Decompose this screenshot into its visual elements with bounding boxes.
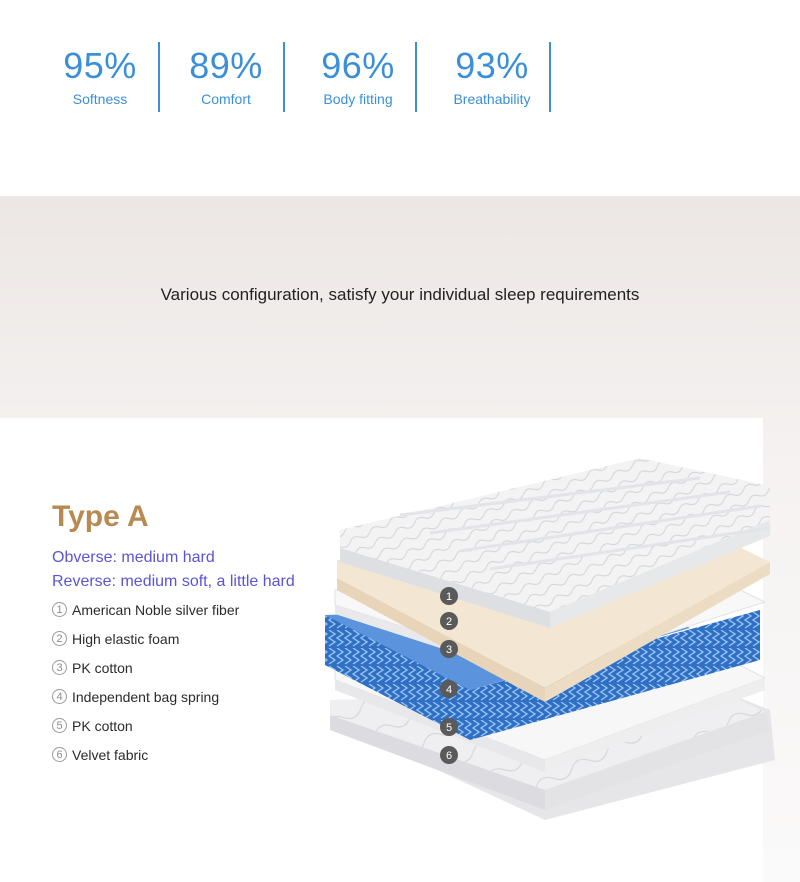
layer-label: Independent bag spring [72,688,220,705]
stat-label: Comfort [201,91,251,107]
list-item [52,624,239,653]
badge-number: 3 [445,644,453,656]
stat-breathability [442,46,542,108]
stat-divider [283,42,285,112]
layer-label: High elastic foam [72,630,180,647]
badge-icon [440,587,458,605]
list-item [52,595,239,624]
badge-number: 6 [445,750,453,762]
badge-number: 1 [445,591,453,603]
stat-value: 95% [63,45,137,86]
circled-number-icon: 2 [52,631,67,646]
list-item [52,711,239,740]
stat-label: Body fitting [323,91,393,107]
stats-row [0,0,800,150]
stat-comfort [184,46,268,108]
obverse-text: Obverse: medium hard [52,549,215,566]
reverse-text: Reverse: medium soft, a little hard [52,573,295,590]
circled-number-icon: 3 [52,660,67,675]
stat-divider [415,42,417,112]
layer-label: PK cotton [72,717,133,734]
layer-label: Velvet fabric [72,746,149,763]
stat-divider [158,42,160,112]
stat-value: 89% [189,45,263,86]
stat-label: Breathability [453,91,531,107]
badge-number: 4 [445,684,453,696]
stat-softness [58,46,142,108]
stat-value: 93% [455,45,529,86]
layer-label: American Noble silver fiber [72,601,240,618]
badge-number: 2 [445,616,453,628]
section-title: Various configuration, satisfy your individual sleep requirements [160,285,640,304]
stat-label: Softness [72,91,128,107]
list-item [52,682,239,711]
mattress-layers-illustration [315,440,775,860]
stat-value: 96% [321,45,395,86]
badge-icon [440,640,458,658]
badge-icon [440,746,458,764]
type-title: Type A [52,500,149,533]
stat-body-fitting [312,46,404,108]
badge-number: 5 [445,722,453,734]
circled-number-icon: 1 [52,602,67,617]
badge-icon [440,612,458,630]
circled-number-icon: 6 [52,747,67,762]
layer-list [52,595,239,769]
circled-number-icon: 5 [52,718,67,733]
circled-number-icon: 4 [52,689,67,704]
layer-label: PK cotton [72,659,133,676]
stat-divider [549,42,551,112]
badge-icon [440,680,458,698]
list-item [52,653,239,682]
badge-icon [440,718,458,736]
list-item [52,740,239,769]
